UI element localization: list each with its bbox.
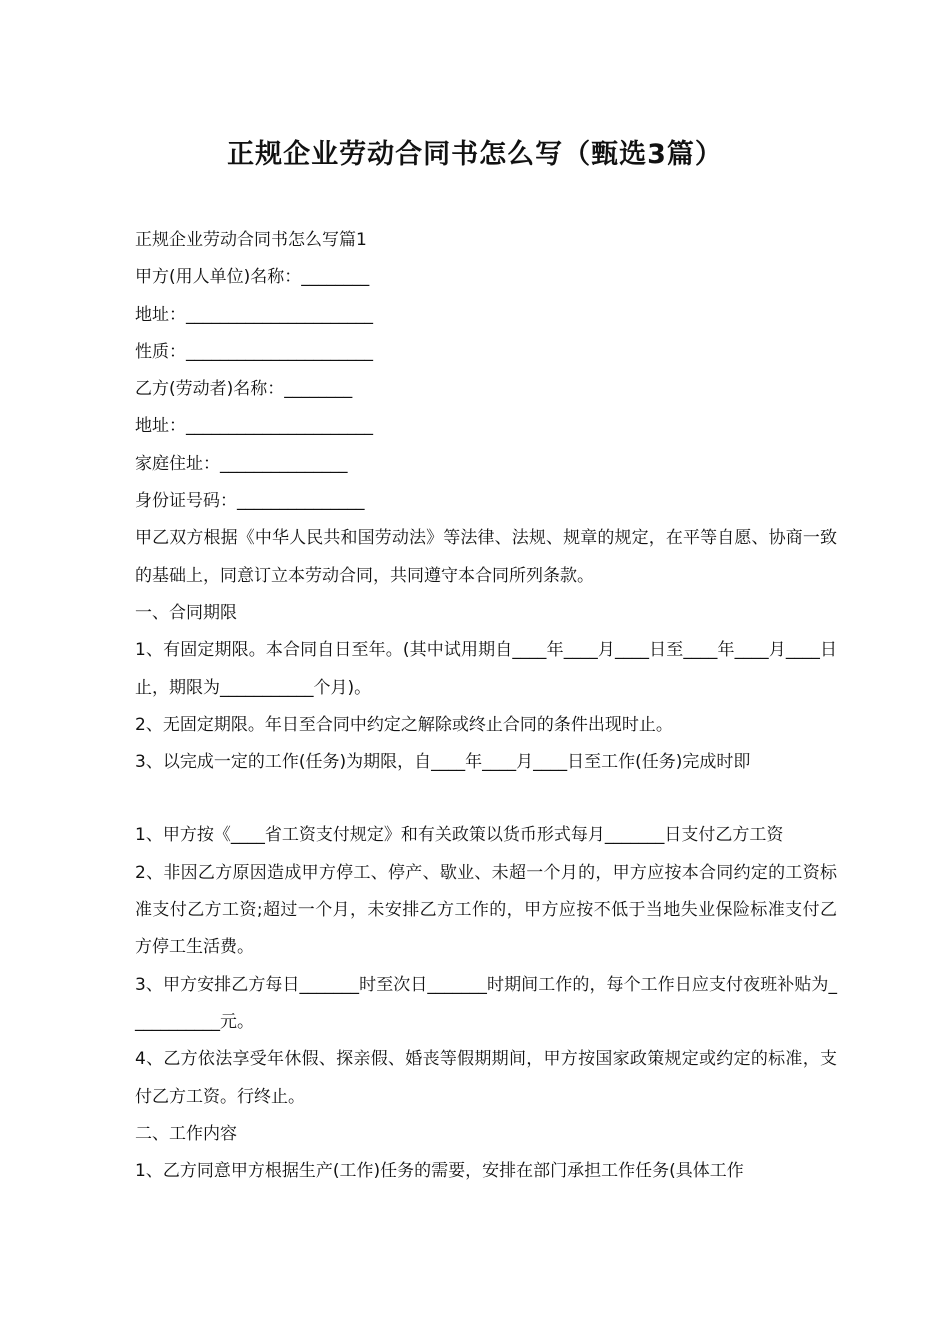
clause-leave-pay: 4、乙方依法享受年休假、探亲假、婚丧等假期期间，甲方按国家政策规定或约定的标准，支付乙方工资。行终止。 [135, 1049, 837, 1107]
party-a-address-line: 地址：______________________ [135, 304, 373, 325]
clause-heading-term: 一、合同期限 [135, 602, 237, 623]
document-body [115, 222, 837, 1190]
clause-work-assignment: 1、乙方同意甲方根据生产(工作)任务的需要，安排在部门承担工作任务(具体工作 [135, 1161, 744, 1182]
document-title: 正规企业劳动合同书怎么写（甄选3篇） [227, 139, 723, 170]
clause-term-fixed: 1、有固定期限。本合同自日至年。(其中试用期自____年____月____日至____年____月____日止，期限为___________个月)。 [135, 640, 837, 698]
clause-wage-payment: 1、甲方按《____省工资支付规定》和有关政策以货币形式每月_______日支付乙方工资 [135, 825, 784, 846]
clause-term-task: 3、以完成一定的工作(任务)为期限，自____年____月____日至工作(任务)完成时即 [135, 752, 751, 773]
party-a-name-line: 甲方(用人单位)名称：________ [135, 267, 370, 288]
party-b-home-address-line: 家庭住址：_______________ [135, 453, 348, 474]
contract-preamble: 甲乙双方根据《中华人民共和国劳动法》等法律、法规、规章的规定，在平等自愿、协商一致的基础上，同意订立本劳动合同，共同遵守本合同所列条款。 [135, 528, 837, 586]
party-b-id-number-line: 身份证号码：_______________ [135, 491, 365, 512]
blank-gap [115, 781, 837, 817]
section-heading: 正规企业劳动合同书怎么写篇1 [135, 230, 367, 250]
clause-heading-work: 二、工作内容 [135, 1123, 237, 1144]
clause-wage-stoppage: 2、非因乙方原因造成甲方停工、停产、歇业、未超一个月的，甲方应按本合同约定的工资标准支付乙方工资;超过一个月，未安排乙方工作的，甲方应按不低于当地失业保险标准支付乙方停工生活费。 [135, 862, 837, 958]
party-b-address-line: 地址：______________________ [135, 416, 373, 437]
party-a-nature-line: 性质：______________________ [135, 341, 373, 362]
clause-night-allowance: 3、甲方安排乙方每日_______时至次日_______时期间工作的，每个工作日应支付夜班补贴为___________元。 [135, 974, 837, 1032]
clause-term-open: 2、无固定期限。年日至合同中约定之解除或终止合同的条件出现时止。 [135, 714, 673, 735]
party-b-name-line: 乙方(劳动者)名称：________ [135, 379, 353, 400]
